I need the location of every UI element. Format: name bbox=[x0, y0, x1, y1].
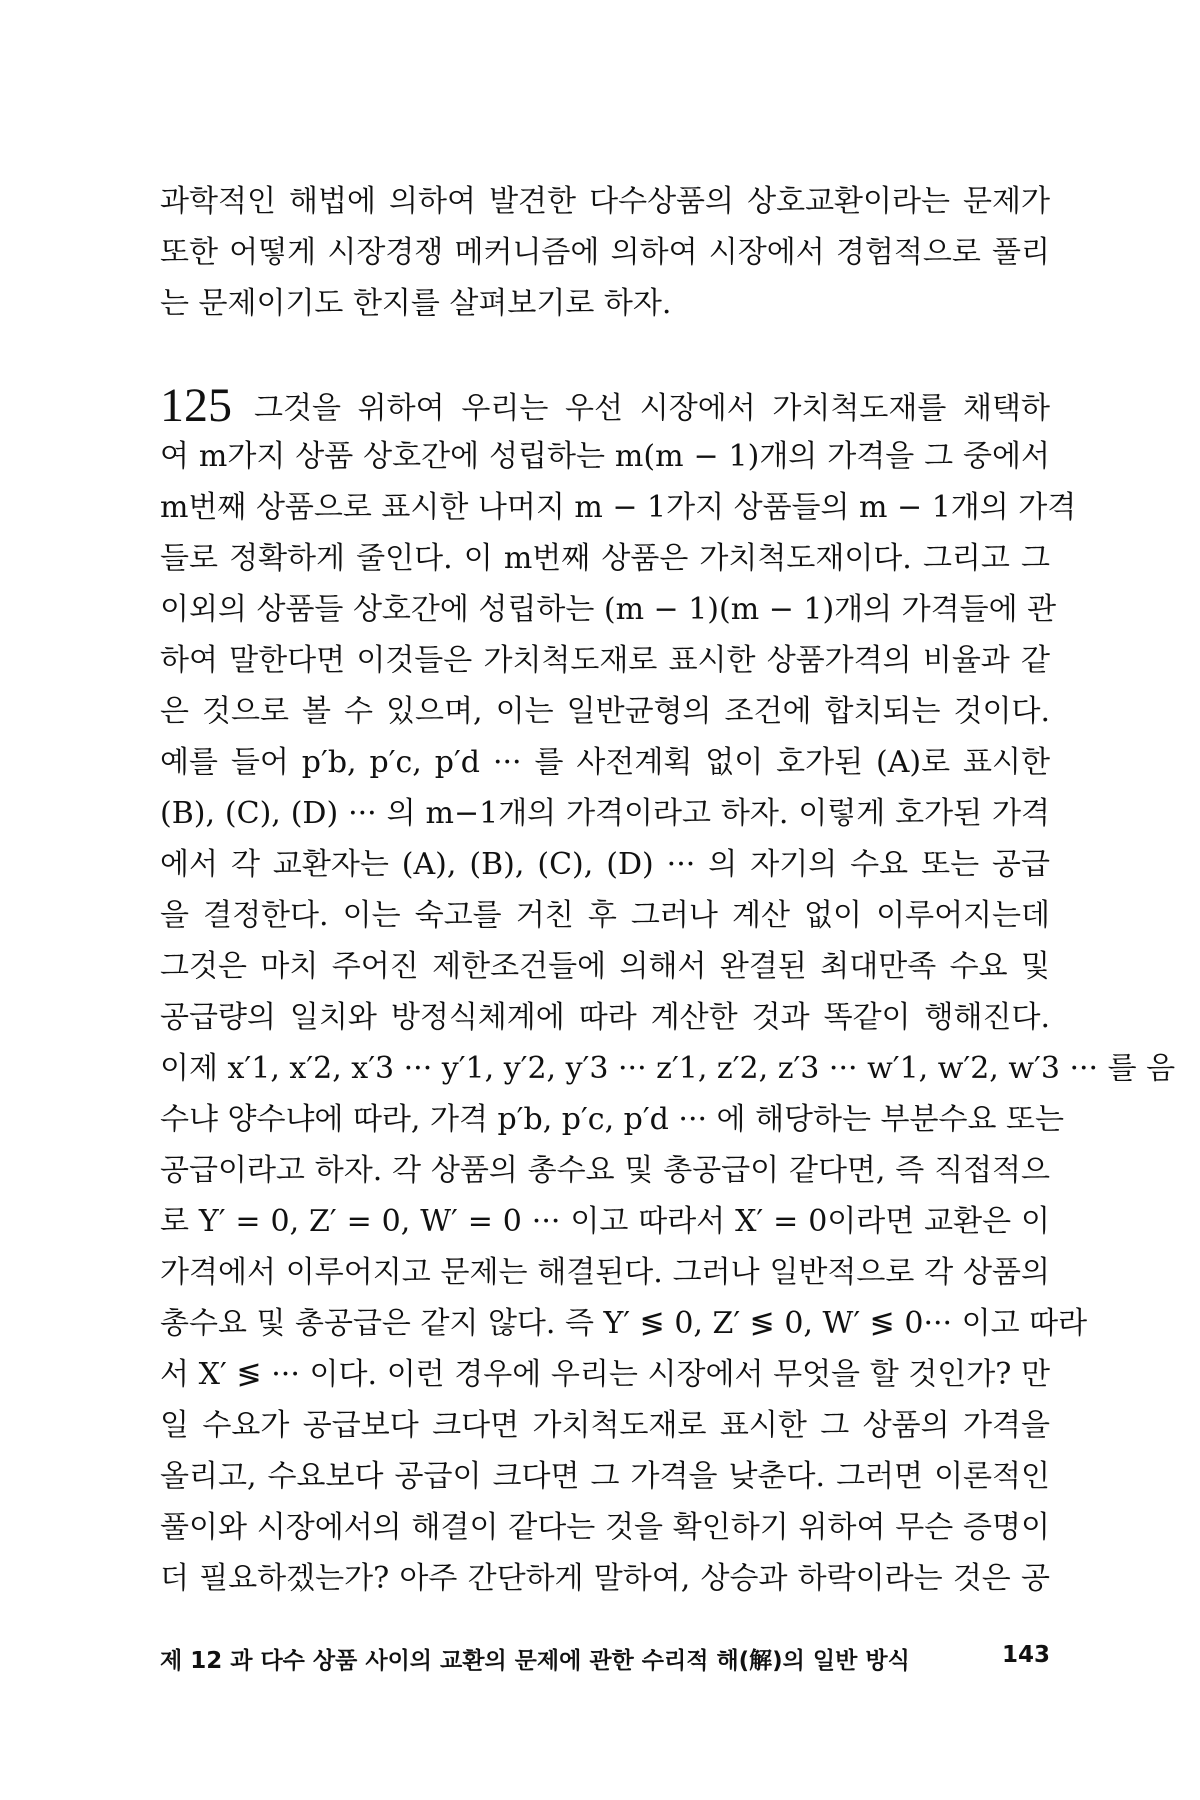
text-line-first bbox=[160, 380, 1050, 431]
text-line: 을 결정한다. 이는 숙고를 거친 후 그러나 계산 없이 이루어지는데 bbox=[160, 898, 1050, 933]
text-line: 에서 각 교환자는 (A), (B), (C), (D) ··· 의 자기의 수요 또는 공급 bbox=[160, 847, 1050, 882]
text-line: 는 문제이기도 한지를 살펴보기로 하자. bbox=[160, 286, 672, 321]
text-line: 총수요 및 총공급은 같지 않다. 즉 Y′ ≶ 0, Z′ ≶ 0, W′ ≶ 0··· 이고 따라 bbox=[160, 1306, 1088, 1341]
text-line: 가격에서 이루어지고 문제는 해결된다. 그러나 일반적으로 각 상품의 bbox=[160, 1255, 1050, 1290]
text-line: 예를 들어 p′b, p′c, p′d ··· 를 사전계획 없이 호가된 (A)로 표시한 bbox=[160, 745, 1050, 780]
text-line: 서 X′ ≶ ··· 이다. 이런 경우에 우리는 시장에서 무엇을 할 것인가? 만 bbox=[160, 1357, 1050, 1392]
text-line: 더 필요하겠는가? 아주 간단하게 말하여, 상승과 하락이라는 것은 공 bbox=[160, 1561, 1050, 1596]
intro-paragraph bbox=[160, 176, 1050, 329]
text-line: (B), (C), (D) ··· 의 m−1개의 가격이라고 하자. 이렇게 호가된 가격 bbox=[160, 796, 1050, 831]
text-line: 그것은 마치 주어진 제한조건들에 의해서 완결된 최대만족 수요 및 bbox=[160, 949, 1050, 984]
text-line: 수냐 양수냐에 따라, 가격 p′b, p′c, p′d ··· 에 해당하는 부분수요 또는 bbox=[160, 1102, 1064, 1137]
text-line: 일 수요가 공급보다 크다면 가치척도재로 표시한 그 상품의 가격을 bbox=[160, 1408, 1050, 1443]
text-line: 또한 어떻게 시장경쟁 메커니즘에 의하여 시장에서 경험적으로 풀리 bbox=[160, 235, 1050, 270]
text-line: 공급이라고 하자. 각 상품의 총수요 및 총공급이 같다면, 즉 직접적으 bbox=[160, 1153, 1050, 1188]
first-line-text: 그것을 위하여 우리는 우선 시장에서 가치척도재를 채택하 bbox=[254, 391, 1050, 426]
page-footer bbox=[160, 1642, 1050, 1675]
text-line: 여 m가지 상품 상호간에 성립하는 m(m − 1)개의 가격을 그 중에서 bbox=[160, 439, 1050, 474]
text-line: 이외의 상품들 상호간에 성립하는 (m − 1)(m − 1)개의 가격들에 관 bbox=[160, 592, 1057, 627]
chapter-title: 제 12 과 다수 상품 사이의 교환의 문제에 관한 수리적 해(解)의 일반 방식 bbox=[160, 1648, 910, 1674]
text-line: 올리고, 수요보다 공급이 크다면 그 가격을 낮춘다. 그러면 이론적인 bbox=[160, 1459, 1050, 1494]
section-number: 125 bbox=[160, 379, 232, 432]
text-line: 은 것으로 볼 수 있으며, 이는 일반균형의 조건에 합치되는 것이다. bbox=[160, 694, 1050, 729]
text-line: 공급량의 일치와 방정식체계에 따라 계산한 것과 똑같이 행해진다. bbox=[160, 1000, 1050, 1035]
section-125-paragraph bbox=[160, 379, 1176, 1604]
text-line: m번째 상품으로 표시한 나머지 m − 1가지 상품들의 m − 1개의 가격 bbox=[160, 490, 1077, 525]
page-number: 143 bbox=[1001, 1642, 1050, 1668]
text-line: 들로 정확하게 줄인다. 이 m번째 상품은 가치척도재이다. 그리고 그 bbox=[160, 541, 1050, 576]
text-line: 풀이와 시장에서의 해결이 같다는 것을 확인하기 위하여 무슨 증명이 bbox=[160, 1510, 1050, 1545]
text-line: 로 Y′ = 0, Z′ = 0, W′ = 0 ··· 이고 따라서 X′ = 0이라면 교환은 이 bbox=[160, 1204, 1050, 1239]
text-line: 이제 x′1, x′2, x′3 ··· y′1, y′2, y′3 ··· z′1, z′2, z′3 ··· w′1, w′2, w′3 ··· 를 음 bbox=[160, 1051, 1176, 1086]
text-line: 하여 말한다면 이것들은 가치척도재로 표시한 상품가격의 비율과 같 bbox=[160, 643, 1050, 678]
text-line: 과학적인 해법에 의하여 발견한 다수상품의 상호교환이라는 문제가 bbox=[160, 184, 1050, 219]
